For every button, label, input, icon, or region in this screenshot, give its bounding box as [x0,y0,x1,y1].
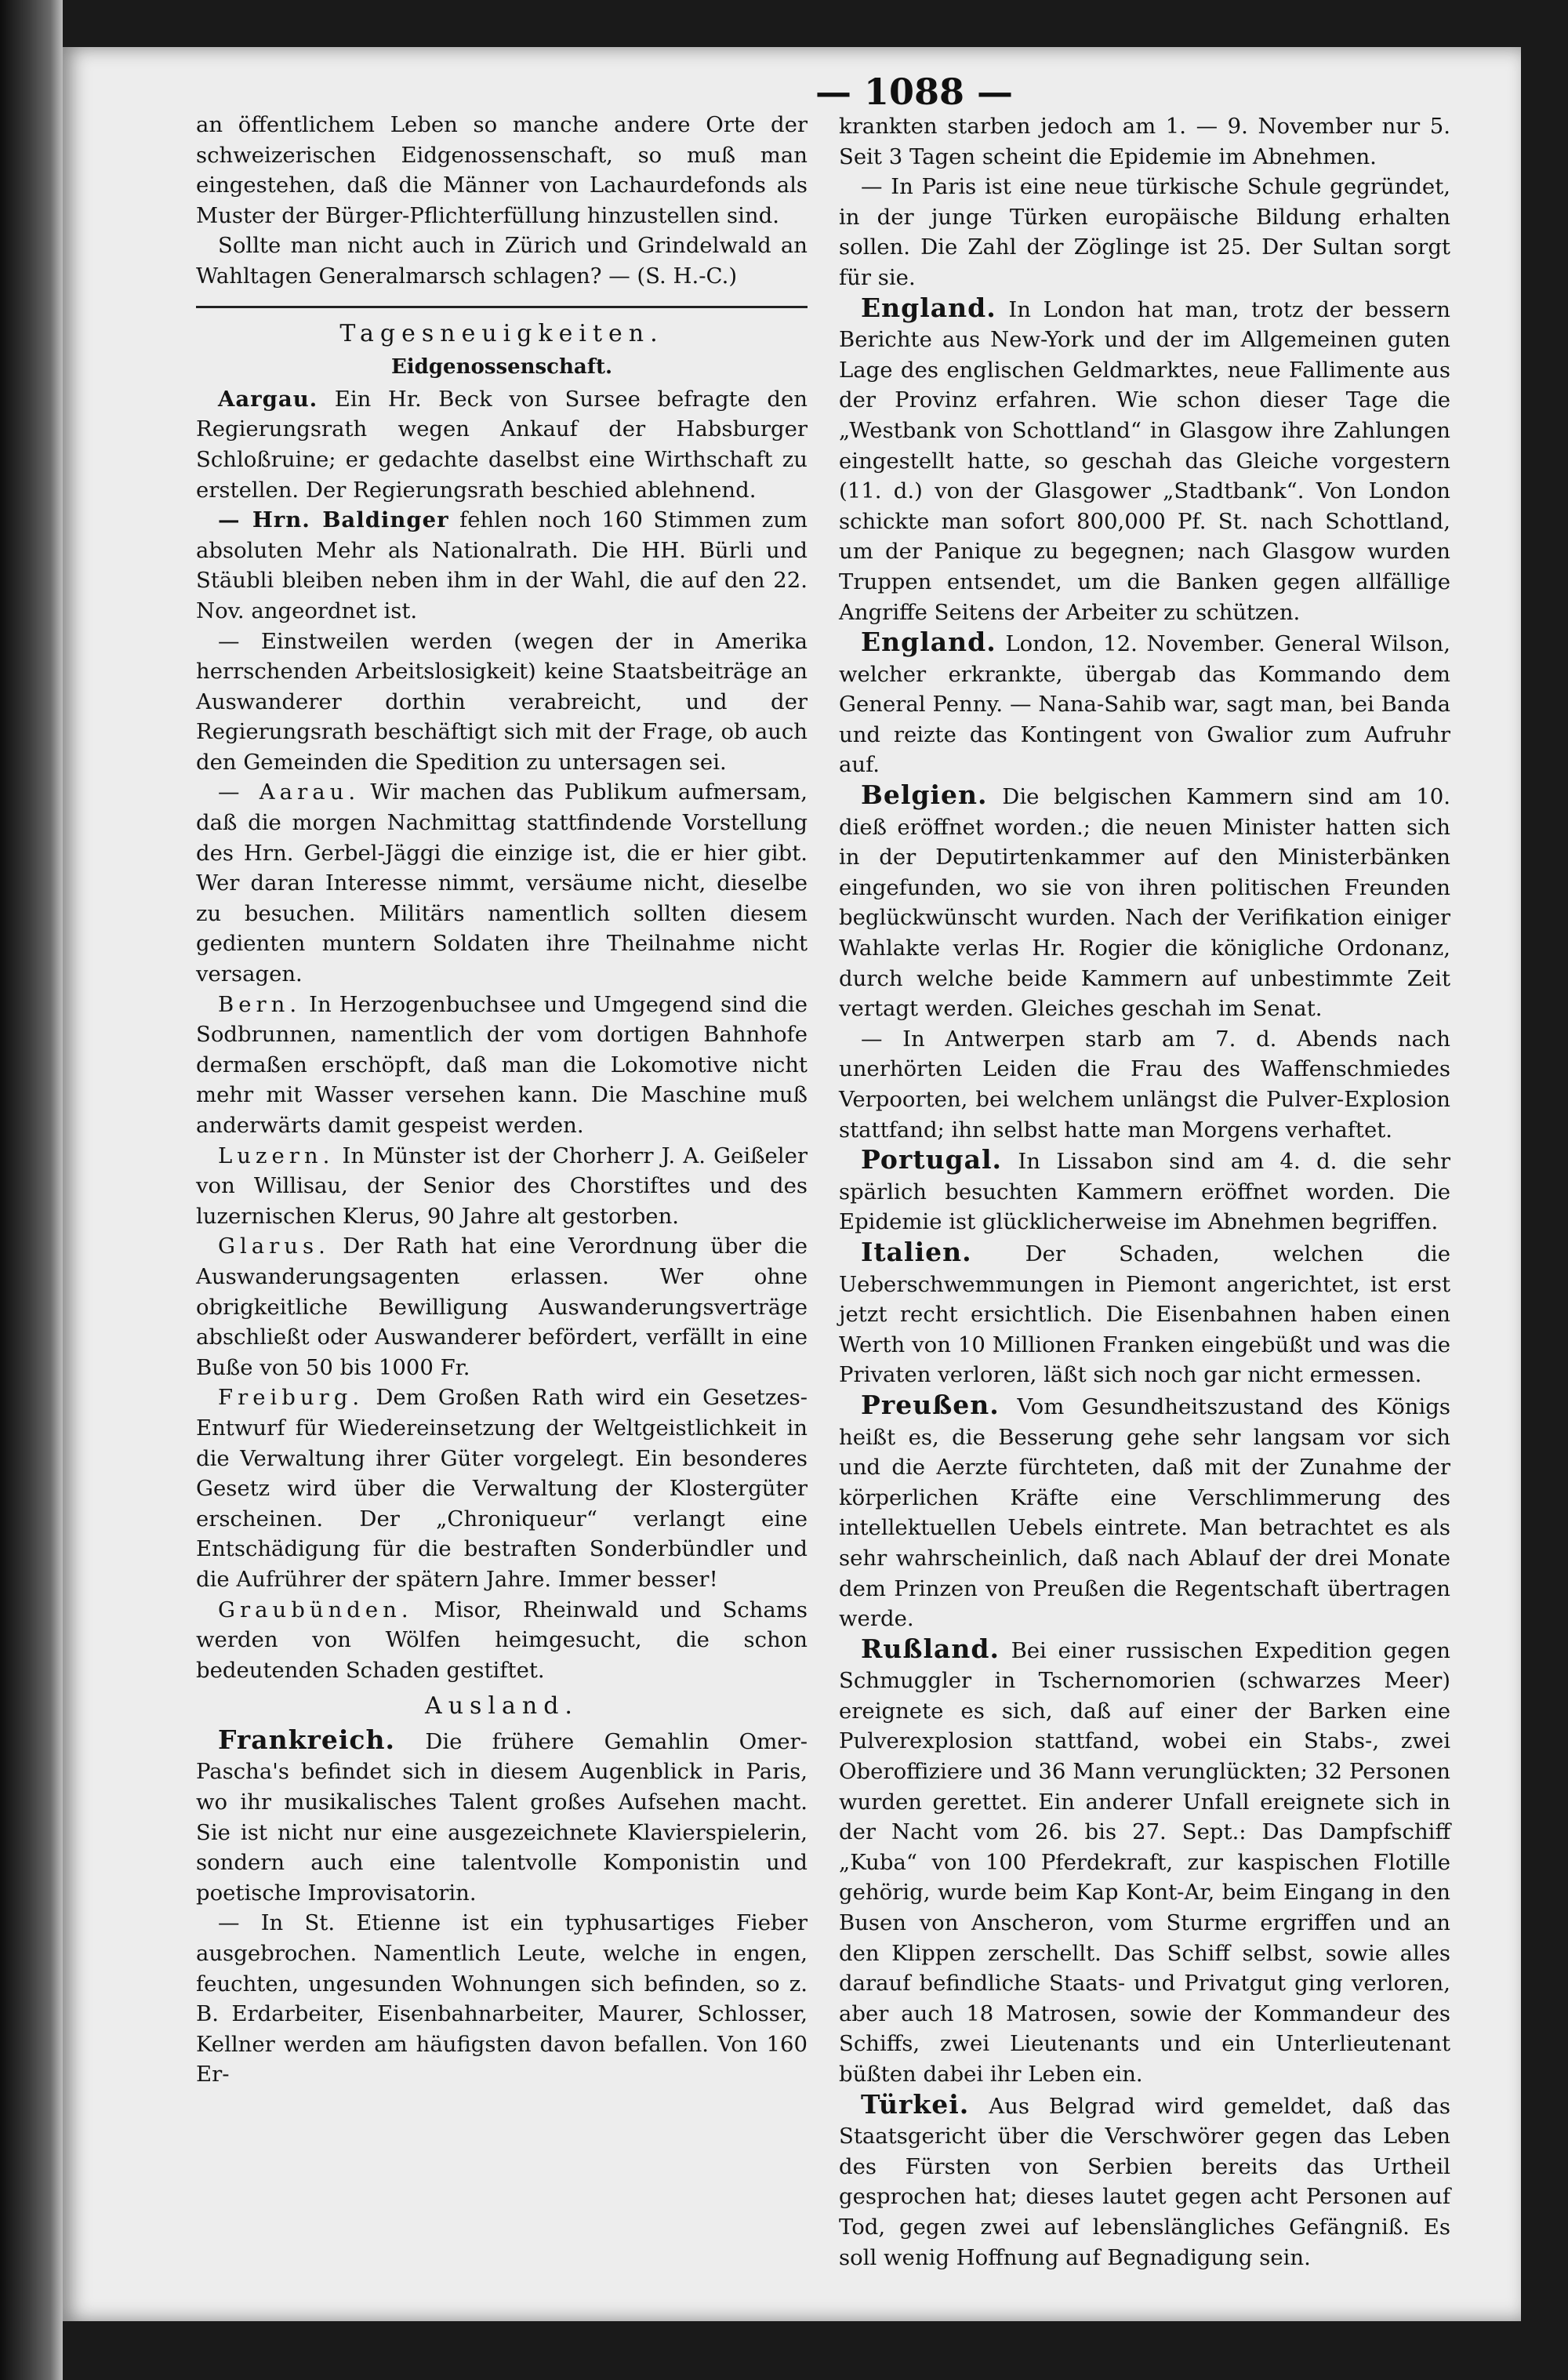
england-label-1: England. [861,292,996,323]
bern-label: Bern. [218,991,302,1017]
russland-article [839,1634,1450,2090]
freiburg-label: Freiburg. [218,1385,365,1411]
england-label-2: England. [861,627,996,658]
right-column [839,111,1450,2273]
england-article-2 [839,627,1450,780]
england-text-2: London, 12. November. General Wilson, welcher erkrankte, übergab das Kommando dem General Penny. — Nana-Sahib war, sagt man, bei Banda und reizte das Kontingent von Gwalior zum Aufruhr auf. [839,631,1450,778]
russland-label: Rußland. [861,1633,1000,1664]
england-text-1: In London hat man, trotz der bessern Berichte aus New-York und der im Allgemeinen guten Lage des englischen Geldmarktes, neue Fallimente aus der Provinz erfahren. Wie schon dieser Tage die „Westbank von Schottland“ in Glasgow ihre Zahlungen eingestellt hatte, so geschah das Gleiche vorgestern (11. d.) von der Glasgower „Stadtbank“. Von London schickte man sofort 800,000 Pf. St. nach Schottland, um der Panique zu begegnen; nach Glasgow wurden Truppen entsendet, um die Banken gegen allfällige Angriffe Seitens der Arbeiter zu schützen. [839,296,1450,625]
italien-text: Der Schaden, welchen die Ueberschwemmungen in Piemont angerichtet, ist erst jetzt recht ersichtlich. Die Eisenbahnen haben einen Werth von 10 Millionen Franken eingebüßt und was die Privaten verloren, läßt sich noch gar nicht ermessen. [839,1241,1450,1388]
continued-text: krankten starben jedoch am 1. — 9. November nur 5. Seit 3 Tagen scheint die Epidemie im Abnehmen. [839,114,1450,169]
bern-article [196,990,808,1141]
glarus-article [196,1231,808,1383]
intro-question: Sollte man nicht auch in Zürich und Grindelwald an Wahltagen Generalmarsch schlagen? — (S. H.-C.) [196,233,808,289]
aargau-label: Aargau. [218,386,318,412]
portugal-text: In Lissabon sind am 4. d. die sehr spärlich besuchten Kammern eröffnet worden. Die Epidemie ist glücklicherweise im Abnehmen begriffen. [839,1149,1450,1235]
graubuenden-label: Graubünden. [218,1597,413,1622]
baldinger-text: fehlen noch 160 Stimmen zum absoluten Mehr als Nationalrath. Die HH. Bürli und Stäubli bleiben neben ihm in der Wahl, die auf den 22. Nov. angeordnet ist. [196,507,808,623]
preussen-label: Preußen. [861,1389,1000,1420]
belgien-text: Die belgischen Kammern sind am 10. dieß eröffnet worden.; die neuen Minister hatten sich in der Deputirtenkammer auf den Ministerbänken eingefunden, wo sie von ihren politischen Freunden beglückwünscht wurden. Nach der Verifikation einiger Wahlakte verlas Hr. Rogier die königliche Ordonanz, durch welche beide Kammern auf unbestimmte Zeit vertagt werden. Gleiches geschah im Senat. [839,784,1451,1022]
paris-article: — In Paris ist eine neue türkische Schule gegründet, in der junge Türken europäische Bildung erhalten sollen. Die Zahl der Zöglinge ist 25. Der Sultan sorgt für sie. [839,174,1450,290]
left-column [196,110,808,2090]
freiburg-text: Dem Großen Rath wird ein Gesetzes-Entwurf für Wiedereinsetzung der Weltgeistlichkeit in die Verwaltung ihrer Güter vorgelegt. Ein besonderes Gesetz wird über die Verwaltung der Klostergüter erscheinen. Der „Chroniqueur“ verlangt eine Entschädigung für die bestraften Sonderbündler und die Aufrührer der spätern Jahre. Immer besser! [196,1385,808,1592]
preussen-text: Vom Gesundheitszustand des Königs heißt es, die Besserung gehe sehr langsam vor sich und die Aerzte fürchteten, daß mit der Zunahme der körperlichen Kräfte eine Verschlimmerung des intellektuellen Uebels eintrete. Man betrachtet es als sehr wahrscheinlich, daß nach Ablauf der drei Monate dem Prinzen von Preußen die Regentschaft übertragen werde. [839,1393,1450,1632]
glarus-text: Der Rath hat eine Verordnung über die Auswanderungsagenten erlassen. Wer ohne obrigkeitliche Bewilligung Auswanderungsverträge abschließt oder Auswanderer befördert, verfällt in eine Buße von 50 bis 1000 Fr. [196,1234,808,1380]
section-divider [196,306,808,308]
italien-label: Italien. [861,1236,972,1267]
tuerkei-label: Türkei. [861,2088,970,2120]
tuerkei-article [839,2090,1450,2273]
etienne-article: — In St. Etienne ist ein typhusartiges Fieber ausgebrochen. Namentlich Leute, welche in engen, feuchten, ungesunden Wohnungen sich befinden, so z. B. Erdarbeiter, Eisenbahnarbeiter, Maurer, Schlosser, Kellner werden am häufigsten davon befallen. Von 160 Er- [196,1910,808,2087]
luzern-article [196,1141,808,1232]
aarau-label: — Aarau. [218,779,361,805]
aarau-text: Wir machen das Publikum aufmersam, daß die morgen Nachmittag stattfindende Vorstellung des Hrn. Gerbel-Jäggi die einzige ist, die er hier gibt. Wer daran Interesse nimmt, versäume nicht, dieselbe zu besuchen. Militärs namentlich sollten diesem gedienten muntern Soldaten ihre Theilnahme nicht versagen. [196,779,808,987]
graubuenden-text: Misor, Rheinwald und Schams werden von Wölfen heimgesucht, die schon bedeutenden Schaden gestiftet. [196,1597,808,1683]
frankreich-text: Die frühere Gemahlin Omer-Pascha's befindet sich in diesem Augenblick in Paris, wo ihr musikalisches Talent großes Aufsehen macht. Sie ist nicht nur eine ausgezeichnete Klavierspielerin, sondern auch eine talentvolle Komponistin und poetische Improvisatorin. [196,1728,808,1906]
frankreich-article [196,1725,808,1909]
glarus-label: Glarus. [218,1234,330,1259]
tuerkei-text: Aus Belgrad wird gemeldet, daß das Staatsgericht über die Verschwörer gegen das Leben des Fürsten von Serbien bereits das Urtheil gesprochen hat; dieses lautet gegen acht Personen auf Tod, gegen zwei auf lebenslängliches Gefängniß. Es soll wenig Hoffnung auf Begnadigung sein. [839,2093,1450,2270]
page-number: — 1088 — [815,71,1014,113]
antwerpen-article: — In Antwerpen starb am 7. d. Abends nach unerhörten Leiden die Frau des Waffenschmiedes Verpoorten, bei welchem unlängst die Pulver-Explosion stattfand; ihn selbst hatte man Morgens verhaftet. [839,1026,1450,1143]
intro-paragraph: an öffentlichem Leben so manche andere Orte der schweizerischen Eidgenossenschaft, so muß man eingestehen, daß die Männer von Lachaurdefonds als Muster der Bürger-Pflichterfüllung hinzustellen sind. [196,112,808,228]
portugal-article [839,1145,1450,1237]
portugal-label: Portugal. [861,1144,1003,1175]
ausland-heading: Ausland. [425,1692,579,1721]
graubuenden-article [196,1595,808,1686]
aargau-article [196,384,808,505]
italien-article [839,1237,1450,1390]
eidgenossenschaft-heading: Eidgenossenschaft. [390,355,613,380]
baldinger-label: — Hrn. Baldinger [218,507,449,533]
england-article-1 [839,293,1450,628]
book-binding [0,0,63,2380]
aargau-text: Ein Hr. Beck von Sursee befragte den Regierungsrath wegen Ankauf der Habsburger Schloßruine; er gedachte daselbst eine Wirthschaft zu erstellen. Der Regierungsrath beschied ablehnend. [196,386,808,503]
bern-text: In Herzogenbuchsee und Umgegend sind die Sodbrunnen, namentlich der vom dortigen Bahnhofe dermaßen erschöpft, daß man die Lokomotive nicht mehr mit Wasser versehen kann. Die Maschine muß anderwärts damit gespeist werden. [196,991,808,1138]
frankreich-label: Frankreich. [218,1724,395,1755]
russland-text: Bei einer russischen Expedition gegen Schmuggler in Tschernomorien (schwarzes Meer) ereignete es sich, daß auf einer der Barken eine Pulverexplosion stattfand, wobei ein Stabs-, zwei Oberoffiziere und 36 Mann verunglückten; 32 Personen wurden gerettet. Ein anderer Unfall ereignete sich in der Nacht vom 26. bis 27. Sept.: Das Dampfschiff „Kuba“ von 100 Pferdekraft, zur kaspischen Flotille gehörig, wurde beim Kap Kont-Ar, beim Eingang in den Busen von Anscheron, vom Sturme ergriffen und an den Klippen zerschellt. Das Schiff selbst, sowie alles darauf befindliche Staats- und Privatgut ging verloren, aber auch 18 Matrosen, sowie der Kommandeur des Schiffs, zwei Lieutenants und ein Unterlieutenant büßten dabei ihr Leben ein. [839,1637,1450,2087]
luzern-label: Luzern. [218,1143,335,1168]
belgien-label: Belgien. [861,779,988,811]
news-heading: Tagesneuigkeiten. [339,319,664,347]
freiburg-article [196,1383,808,1594]
luzern-text: In Münster ist der Chorherr J. A. Geißeler von Willisau, der Senior des Chorstiftes und des luzernischen Klerus, 90 Jahre alt gestorben. [196,1143,808,1229]
belgien-article [839,780,1450,1024]
baldinger-article [196,505,808,626]
einstweilen-article: — Einstweilen werden (wegen der in Amerika herrschenden Arbeitslosigkeit) keine Staatsbeiträge an Auswanderer dorthin verabreicht, und der Regierungsrath beschäftigt sich mit der Frage, ob auch den Gemeinden die Spedition zu untersagen sei. [196,628,808,775]
preussen-article [839,1390,1450,1634]
aarau-article [196,777,808,989]
newspaper-page [63,47,1521,2321]
